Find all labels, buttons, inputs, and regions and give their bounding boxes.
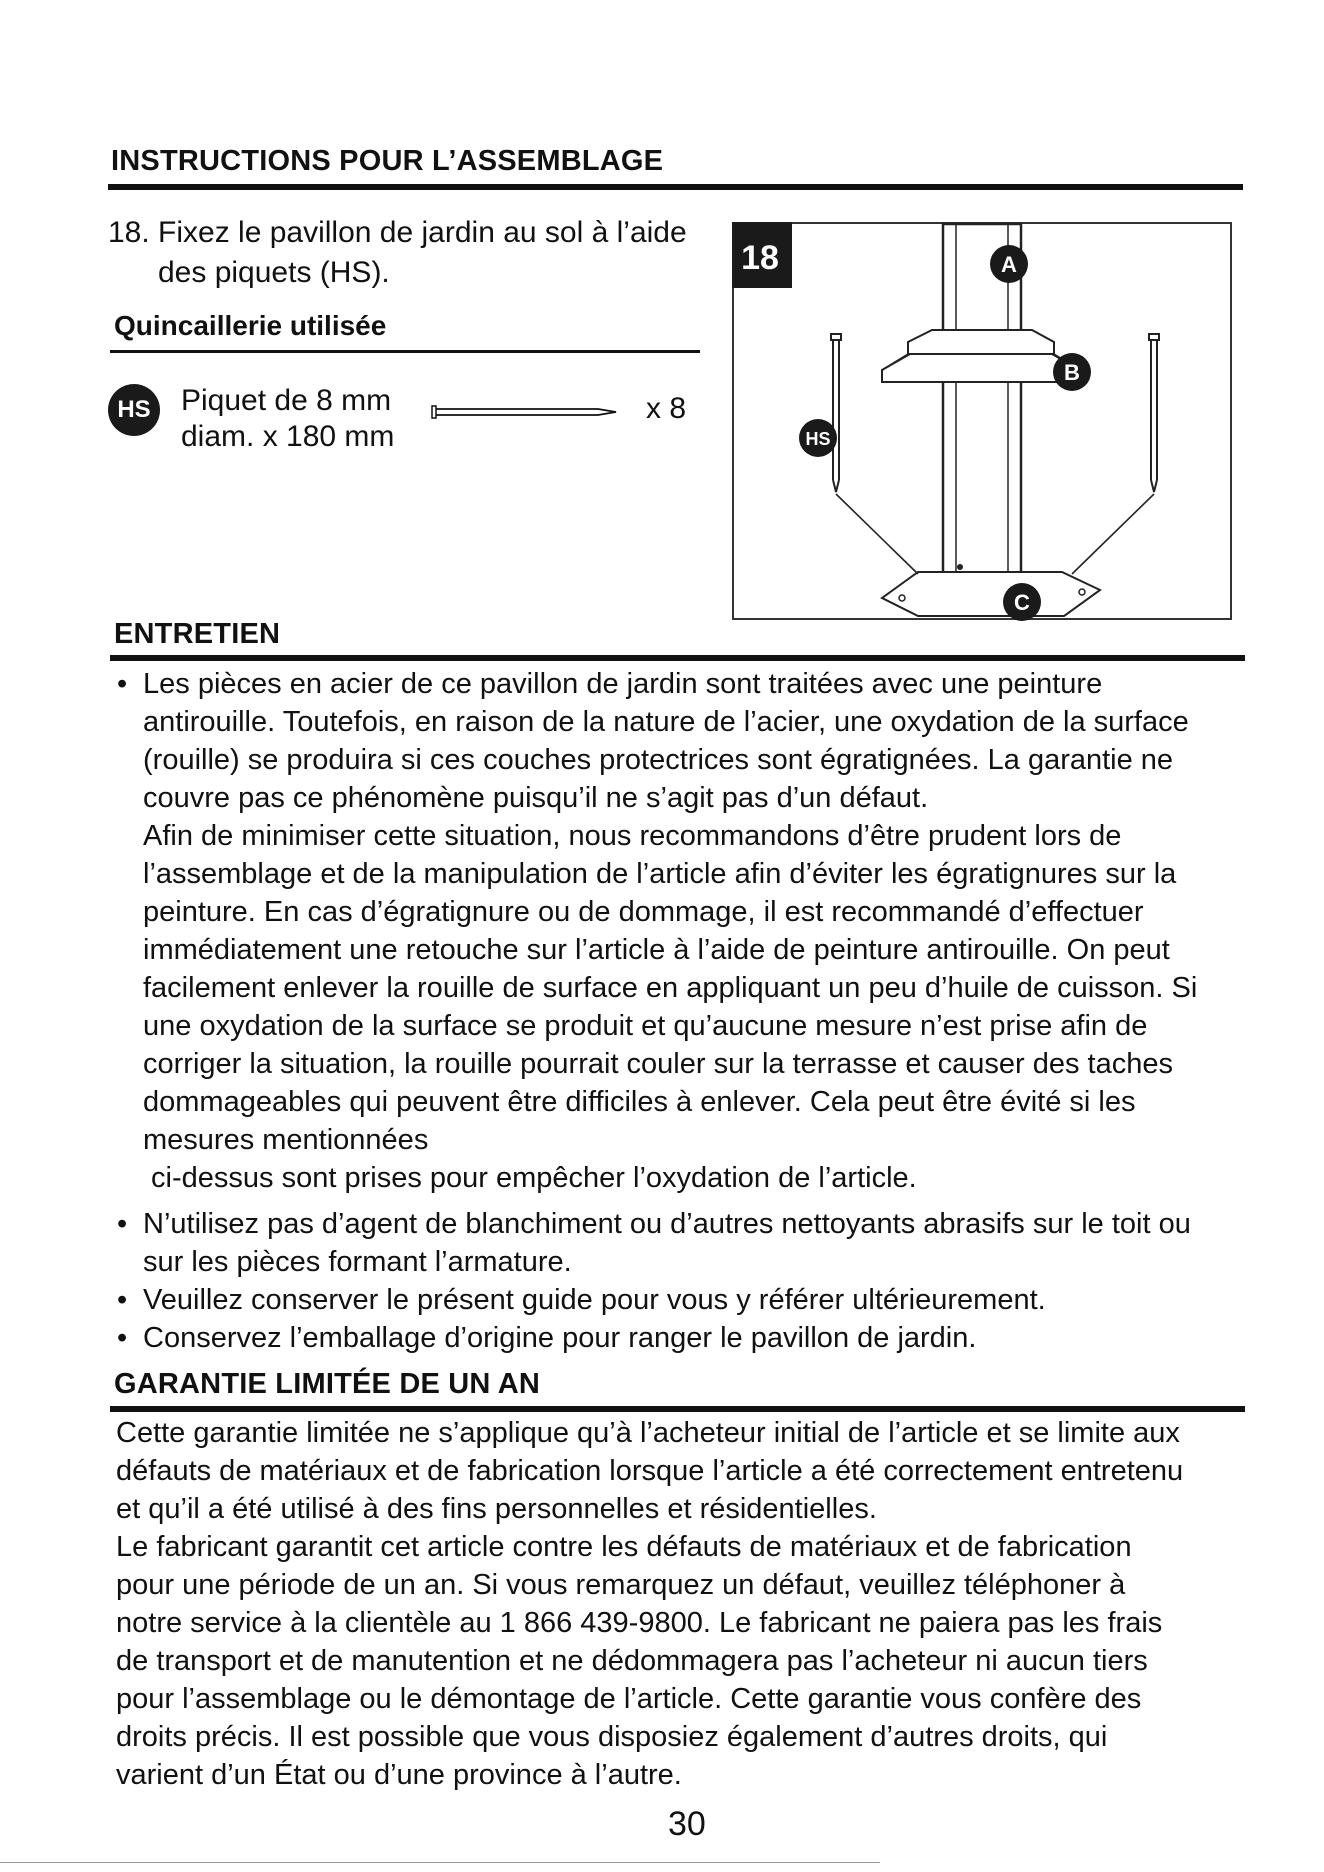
hardware-description-line1: Piquet de 8 mm [181,384,392,417]
bullet-dot: • [117,1322,128,1354]
text-line: Les pièces en acier de ce pavillon de jardin sont traitées avec une peinture [143,668,1103,700]
garantie-rule [110,1406,1245,1412]
stake-icon [430,400,620,424]
text-line: pour une période de un an. Si vous remarquez un défaut, veuillez téléphoner à [116,1569,1126,1601]
step-instruction-line1: 18. Fixez le pavillon de jardin au sol à l’aide [108,216,687,249]
text-line: Cette garantie limitée ne s’applique qu’à l’acheteur initial de l’article et se limite aux [116,1417,1180,1449]
section-title-entretien: ENTRETIEN [114,618,281,650]
entretien-bullet2 [143,1205,1293,1281]
figure-step-number: 18 [741,239,779,277]
text-line: immédiatement une retouche sur l’article à l’aide de peinture antirouille. On peut [143,934,1170,966]
text-line: peinture. En cas d’égratignure ou de dommage, il est recommandé d’effectuer [143,896,1144,928]
bullet-dot: • [117,668,128,700]
page-number: 30 [668,1805,706,1843]
text-line: varient d’un État ou d’une province à l’autre. [116,1759,682,1791]
hardware-rule [110,350,700,353]
hardware-title: Quincaillerie utilisée [114,310,387,341]
text-line: une oxydation de la surface se produit et qu’aucune mesure n’est prise afin de [143,1010,1148,1042]
text-line: Afin de minimiser cette situation, nous recommandons d’être prudent lors de [143,820,1122,852]
title-rule [108,184,1243,190]
text-line: et qu’il a été utilisé à des fins personnelles et résidentielles. [116,1493,877,1525]
label-c: C [1014,590,1030,615]
text-line: Le fabricant garantit cet article contre les défauts de matériaux et de fabrication [116,1531,1132,1563]
text-line: facilement enlever la rouille de surface en appliquant un peu d’huile de cuisson. Si [143,972,1198,1004]
footer-rule [0,1862,880,1863]
entretien-bullet1 [143,665,1293,1197]
hardware-code-badge: HS [108,384,160,436]
label-a: A [1001,252,1017,277]
text-line: défauts de matériaux et de fabrication lorsque l’article a été correctement entretenu [116,1455,1184,1487]
entretien-bullet3: Veuillez conserver le présent guide pour vous y référer ultérieurement. [143,1284,1046,1316]
text-line: droits précis. Il est possible que vous disposiez également d’autres droits, qui [116,1721,1108,1753]
text-line: sur les pièces formant l’armature. [143,1246,572,1278]
entretien-rule [110,655,1245,661]
assembly-figure [732,222,1232,622]
section-title-assemblage: INSTRUCTIONS POUR L’ASSEMBLAGE [111,145,664,177]
entretien-bullet4: Conservez l’emballage d’origine pour ranger le pavillon de jardin. [143,1322,977,1354]
garantie-body [116,1414,1306,1794]
label-b: B [1064,360,1080,385]
text-line: (rouille) se produira si ces couches protectrices sont égratignées. La garantie ne [143,744,1174,776]
text-line: ci-dessus sont prises pour empêcher l’oxydation de l’article. [143,1162,917,1194]
hardware-description-line2: diam. x 180 mm [181,420,395,453]
text-line: N’utilisez pas d’agent de blanchiment ou d’autres nettoyants abrasifs sur le toit ou [143,1208,1191,1240]
text-line: dommageables qui peuvent être difficiles à enlever. Cela peut être évité si les [143,1086,1136,1118]
base-plate-illustration [882,572,1100,616]
text-line: corriger la situation, la rouille pourrait couler sur la terrasse et causer des taches [143,1048,1173,1080]
text-line: couvre pas ce phénomène puisqu’il ne s’agit pas d’un défaut. [143,782,929,814]
text-line: l’assemblage et de la manipulation de l’article afin d’éviter les égratignures sur la [143,858,1177,890]
section-title-garantie: GARANTIE LIMITÉE DE UN AN [114,1368,541,1400]
hardware-quantity: x 8 [646,392,687,425]
text-line: de transport et de manutention et ne dédommagera pas l’acheteur ni aucun tiers [116,1645,1148,1677]
bullet-dot: • [117,1208,128,1240]
text-line: antirouille. Toutefois, en raison de la nature de l’acier, une oxydation de la surface [143,706,1189,738]
text-line: pour l’assemblage ou le démontage de l’article. Cette garantie vous confère des [116,1683,1142,1715]
label-hs: HS [805,429,831,449]
bullet-dot: • [117,1284,128,1316]
step-instruction-line2: des piquets (HS). [158,256,390,289]
text-line: notre service à la clientèle au 1 866 439-9800. Le fabricant ne paiera pas les frais [116,1607,1163,1639]
text-line: mesures mentionnées [143,1124,429,1156]
